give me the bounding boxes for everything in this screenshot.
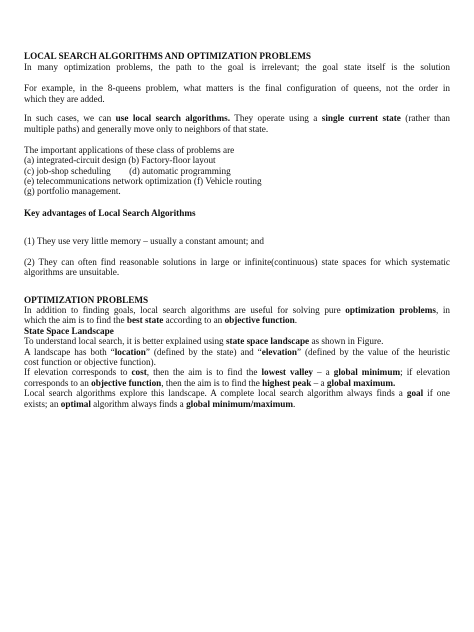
emphasis-global-maximum: global maximum. — [326, 378, 396, 388]
text-run: A landscape has both “ — [24, 347, 115, 357]
text-run: ; if elevation — [400, 367, 451, 377]
application-item: (a) integrated-circuit design (b) Factory-floor layout — [24, 155, 216, 165]
emphasis-elevation: elevation — [261, 347, 297, 357]
emphasis-highest-peak: highest peak — [262, 378, 312, 388]
emphasis-best-state: best state — [126, 315, 164, 325]
emphasis-local-search: use local search algorithms. — [115, 113, 231, 123]
advantage-item-1: (1) They use very little memory – usually a constant amount; and — [24, 236, 264, 246]
emphasis-objective-function: objective function — [224, 315, 295, 325]
landscape-heading: State Space Landscape — [24, 326, 114, 336]
text-run: algorithm always finds a — [90, 399, 187, 409]
text-run: ” (defined by the state) and “ — [145, 347, 262, 357]
optimization-line-2 — [24, 315, 450, 326]
page-title: LOCAL SEARCH ALGORITHMS AND OPTIMIZATION PROBLEMS — [24, 51, 311, 61]
applications-intro: The important applications of these class of problems are — [24, 145, 235, 155]
text-run: If elevation corresponds to — [24, 367, 132, 377]
application-item: (e) telecommunications network optimization (f) Vehicle routing — [24, 176, 262, 186]
text-run: , then the aim is to find the — [146, 367, 262, 377]
application-item: (c) job-shop scheduling (d) automatic programming — [24, 166, 231, 176]
application-item: (g) portfolio management. — [24, 186, 121, 196]
text-run: , then the aim is to find the — [161, 378, 263, 388]
landscape-line-1 — [24, 336, 450, 347]
emphasis-goal: goal — [406, 388, 424, 398]
text-run: . — [293, 399, 296, 409]
text-run: according to an — [163, 315, 225, 325]
emphasis-optimal: optimal — [60, 399, 91, 409]
text-run: ” (defined by the value of the heuristic — [296, 347, 450, 357]
emphasis-state-space-landscape: state space landscape — [225, 336, 310, 346]
queens-paragraph-line-1: For example, in the 8-queens problem, what matters is the final configuration of queens, not the order in — [24, 83, 450, 93]
text-run: if one — [423, 388, 450, 398]
queens-paragraph-line-2: which they are added. — [24, 94, 105, 104]
text-run: exists; an — [24, 399, 61, 409]
text-run: Local search algorithms explore this landscape. A complete local search algorithm always finds a — [24, 388, 407, 398]
intro-paragraph: In many optimization problems, the path to the goal is irrelevant; the goal state itself is the solution — [24, 62, 450, 72]
text-run: which the aim is to find the — [24, 315, 127, 325]
emphasis-single-current-state: single current state — [321, 113, 401, 123]
text-run: corresponds to an — [24, 378, 92, 388]
emphasis-cost: cost — [131, 367, 147, 377]
text-run: To understand local search, it is better explained using — [24, 336, 226, 346]
text-run: In such cases, we can — [24, 113, 116, 123]
text-run: In addition to finding goals, local search algorithms are useful for solving pure — [24, 305, 346, 315]
text-run: – a — [311, 378, 327, 388]
landscape-line-4 — [24, 367, 450, 378]
text-run: They operate using a — [230, 113, 322, 123]
optimization-heading: OPTIMIZATION PROBLEMS — [24, 295, 149, 305]
landscape-line-3: cost function or objective function). — [24, 357, 156, 367]
text-run: . — [294, 315, 298, 325]
emphasis-lowest-valley: lowest valley — [261, 367, 313, 377]
emphasis-global-min-max: global minimum/maximum — [186, 399, 294, 409]
landscape-line-6 — [24, 388, 450, 399]
text-run: – a — [313, 367, 334, 377]
text-run: , in — [435, 305, 450, 315]
emphasis-location: location — [114, 347, 146, 357]
text-run: (rather than — [400, 113, 450, 123]
advantage-item-2-line-1: (2) They can often find reasonable solutions in large or infinite(continuous) state spaces for which systematic — [24, 257, 450, 267]
cases-paragraph-line-1 — [24, 113, 450, 124]
advantage-item-2-line-2: algorithms are unsuitable. — [24, 267, 120, 277]
cases-paragraph-line-2: multiple paths) and generally move only to neighbors of that state. — [24, 124, 269, 134]
emphasis-optimization-problems: optimization problems — [345, 305, 436, 315]
emphasis-objective-function: objective function — [91, 378, 162, 388]
text-run: as shown in Figure. — [309, 336, 384, 346]
advantages-heading: Key advantages of Local Search Algorithms — [24, 208, 196, 218]
emphasis-global-minimum: global minimum — [333, 367, 401, 377]
landscape-line-7 — [24, 399, 450, 410]
